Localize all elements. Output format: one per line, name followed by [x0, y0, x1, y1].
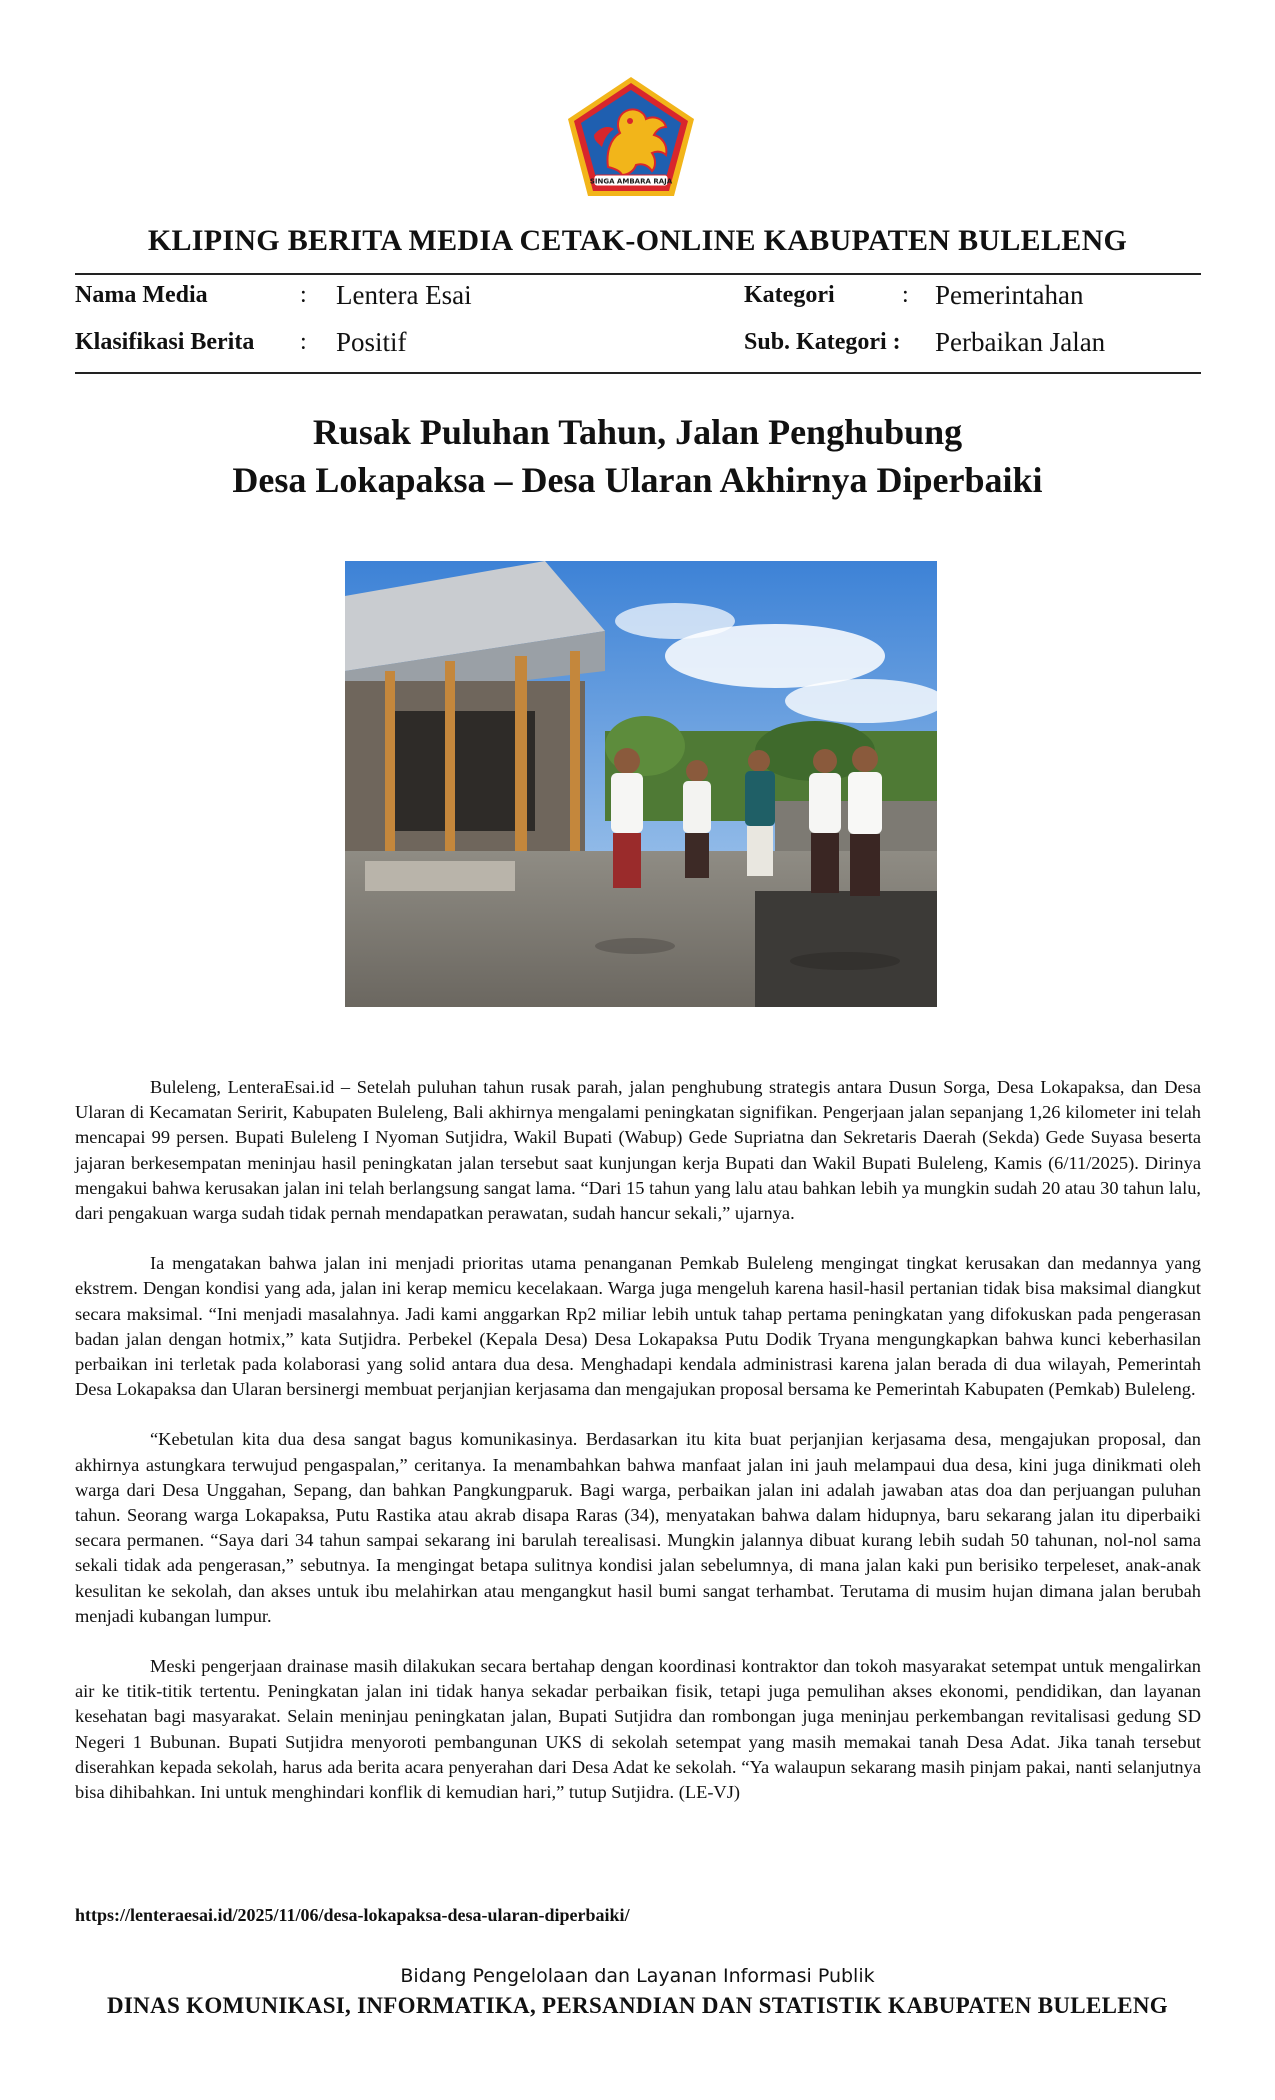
article-body: [75, 1075, 1201, 1830]
media-label: Nama Media: [75, 282, 208, 308]
header-top-rule: [75, 273, 1201, 275]
logo-motto: SINGA AMBARA RAJA: [589, 177, 673, 186]
regency-logo: [564, 75, 698, 199]
headline-line-2: Desa Lokapaksa – Desa Ularan Akhirnya Diperbaiki: [232, 460, 1043, 500]
media-value: Lentera Esai: [336, 280, 472, 310]
article-paragraph-3: “Kebetulan kita dua desa sangat bagus komunikasinya. Berdasarkan itu kita buat perjanjian kerjasama desa, mengajukan proposal, dan akhirnya astungkara terwujud pengaspalan,” ceritanya. Ia menambahkan bahwa manfaat jalan ini jauh melampaui dua desa, kini juga dinikmati oleh warga dari Desa Unggahan, Sepang, dan bahkan Pangkungparuk. Bagi warga, perbaikan jalan ini adalah jawaban atas doa dan perjuangan puluhan tahun. Seorang warga Lokapaksa, Putu Rastika atau akrab disapa Raras (34), menyatakan bahwa dalam hidupnya, baru sekarang jalan itu diperbaiki secara permanen. “Saya dari 34 tahun sampai sekarang ini barulah terealisasi. Mungkin jalannya dibuat kurang lebih sudah 50 tahunan, nol-nol sama sekali tidak ada pengerasan,” sebutnya. Ia mengingat betapa sulitnya kondisi jalan sebelumnya, di mana jalan kaki pun berisiko terpeleset, anak-anak kesulitan ke sekolah, dan akses untuk ibu melahirkan atau mengangkut hasil bumi sangat terhambat. Terutama di musim hujan dimana jalan berubah menjadi kubangan lumpur.: [75, 1429, 1201, 1626]
subcategory-label: Sub. Kategori :: [744, 329, 901, 355]
category-colon: :: [902, 282, 909, 308]
footer-agency: DINAS KOMUNIKASI, INFORMATIKA, PERSANDIAN DAN STATISTIK KABUPATEN BULELENG: [107, 1993, 1168, 2018]
article-paragraph-1: Buleleng, LenteraEsai.id – Setelah puluhan tahun rusak parah, jalan penghubung strategis antara Dusun Sorga, Desa Lokapaksa, dan Desa Ularan di Kecamatan Seririt, Kabupaten Buleleng, Bali akhirnya mengalami peningkatan signifikan. Pengerjaan jalan sepanjang 1,26 kilometer ini telah mencapai 99 persen. Bupati Buleleng I Nyoman Sutjidra, Wakil Bupati (Wabup) Gede Supriatna dan Sekretaris Daerah (Sekda) Gede Suyasa beserta jajaran berkesempatan meninjau hasil peningkatan jalan tersebut saat kunjungan kerja Bupati dan Wakil Bupati Buleleng, Kamis (6/11/2025). Dirinya mengakui bahwa kerusakan jalan ini telah berlangsung sangat lama. “Dari 15 tahun yang lalu atau bahkan lebih ya mungkin sudah 20 atau 30 tahun lalu, dari pengakuan warga sudah tidak pernah mendapatkan perawatan, sudah hancur sekali,” ujarnya.: [75, 1077, 1201, 1224]
classification-value: Positif: [336, 327, 407, 357]
article-headline: [0, 408, 1275, 504]
header-bottom-rule: [75, 372, 1201, 374]
headline-line-1: Rusak Puluhan Tahun, Jalan Penghubung: [312, 412, 963, 452]
source-url-link[interactable]: https://lenteraesai.id/2025/11/06/desa-lokapaksa-desa-ularan-diperbaiki/: [75, 1905, 630, 1925]
clipping-header-title: KLIPING BERITA MEDIA CETAK-ONLINE KABUPATEN BULELENG: [147, 224, 1128, 257]
subcategory-value: Perbaikan Jalan: [935, 327, 1106, 357]
media-colon: :: [300, 282, 307, 308]
category-value: Pemerintahan: [935, 280, 1084, 310]
classification-colon: :: [300, 329, 307, 355]
site-visit-photo-icon: [345, 561, 937, 1007]
article-paragraph-4: Meski pengerjaan drainase masih dilakukan secara bertahap dengan koordinasi kontraktor dan tokoh masyarakat setempat untuk mengalirkan air ke titik-titik tertentu. Peningkatan jalan ini tidak hanya sekadar perbaikan fisik, tetapi juga pemulihan akses ekonomi, pendidikan, dan layanan kesehatan bagi masyarakat. Selain meninjau peningkatan jalan, Bupati Sutjidra dan rombongan juga meninjau perkembangan revitalisasi gedung SD Negeri 1 Bubunan. Bupati Sutjidra menyoroti pembangunan UKS di sekolah setempat yang masih memakai tanah Desa Adat. Jika tanah tersebut diserahkan kepada sekolah, harus ada berita acara penyerahan dari Desa Adat ke sekolah. “Ya walaupun sekarang masih pinjam pakai, nanti selanjutnya bisa dihibahkan. Ini untuk menghindari konflik di kemudian hari,” tutup Sutjidra. (LE-VJ): [75, 1656, 1201, 1803]
article-paragraph-2: Ia mengatakan bahwa jalan ini menjadi prioritas utama penanganan Pemkab Buleleng mengingat tingkat kerusakan dan medannya yang ekstrem. Dengan kondisi yang ada, jalan ini kerap memicu kecelakaan. Warga juga mengeluh karena hasil-hasil pertanian tidak bisa maksimal diangkut secara maksimal. “Ini menjadi masalahnya. Jadi kami anggarkan Rp2 miliar lebih untuk tahap pertama peningkatan yang difokuskan pada pengerasan badan jalan dengan hotmix,” kata Sutjidra. Perbekel (Kepala Desa) Desa Lokapaksa Putu Dodik Tryana mengungkapkan bahwa kunci keberhasilan perbaikan ini terletak pada kolaborasi yang solid antara dua desa. Menghadapi kendala administrasi karena jalan berada di dua wilayah, Pemerintah Desa Lokapaksa dan Ularan bersinergi membuat perjanjian kerjasama dan mengajukan proposal bersama ke Pemerintah Kabupaten (Pemkab) Buleleng.: [75, 1253, 1201, 1400]
footer-division: Bidang Pengelolaan dan Layanan Informasi Publik: [400, 1965, 875, 1987]
category-label: Kategori: [744, 282, 835, 308]
lion-crest-icon: [564, 75, 698, 199]
article-photo: [345, 561, 937, 1007]
classification-label: Klasifikasi Berita: [75, 329, 255, 355]
